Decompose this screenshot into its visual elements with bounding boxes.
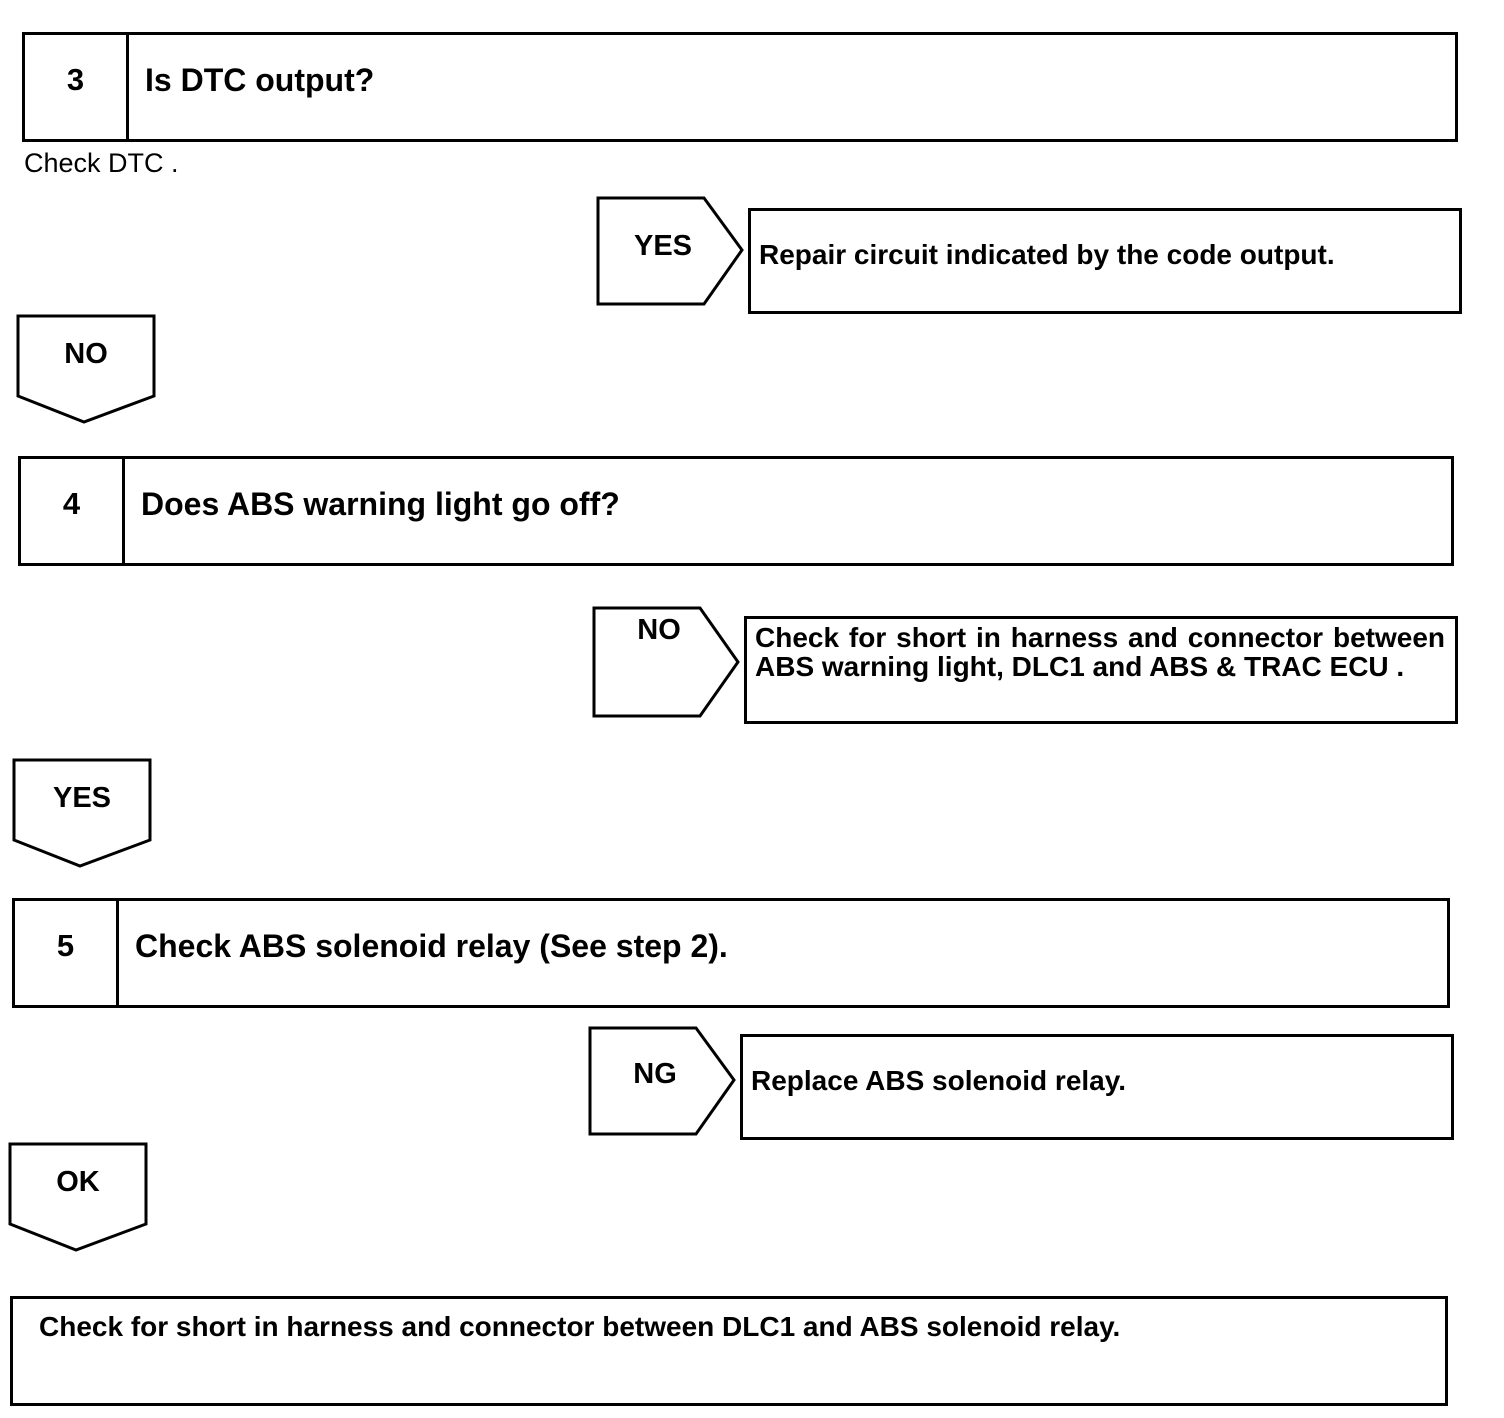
step-5-title: Check ABS solenoid relay (See step 2). (135, 927, 728, 964)
step-4-box (18, 456, 1454, 566)
step-5-ng-result: Replace ABS solenoid relay. (740, 1034, 1454, 1140)
step-3-number: 3 (25, 35, 129, 139)
step-4-number: 4 (21, 459, 125, 563)
step-3-box (22, 32, 1458, 142)
step-4-no-label: NO (637, 614, 681, 646)
final-action-box: Check for short in harness and connector between DLC1 and ABS solenoid relay. (10, 1296, 1448, 1406)
step-5-box (12, 898, 1450, 1008)
step-4-no-result: Check for short in harness and connector between ABS warning light, DLC1 and ABS & TRAC ECU . (744, 616, 1458, 724)
step-5-number: 5 (15, 901, 119, 1005)
step-3-yes-label: YES (633, 230, 693, 262)
step-3-title: Is DTC output? (145, 61, 375, 98)
step-3-note: Check DTC . (24, 148, 179, 178)
step-4-yes-label: YES (52, 782, 112, 814)
step-5-ok-label: OK (56, 1166, 100, 1198)
step-5-ng-label: NG (633, 1058, 677, 1090)
step-4-title: Does ABS warning light go off? (141, 485, 620, 522)
step-3-no-label: NO (64, 338, 108, 370)
step-3-yes-result: Repair circuit indicated by the code output. (748, 208, 1462, 314)
